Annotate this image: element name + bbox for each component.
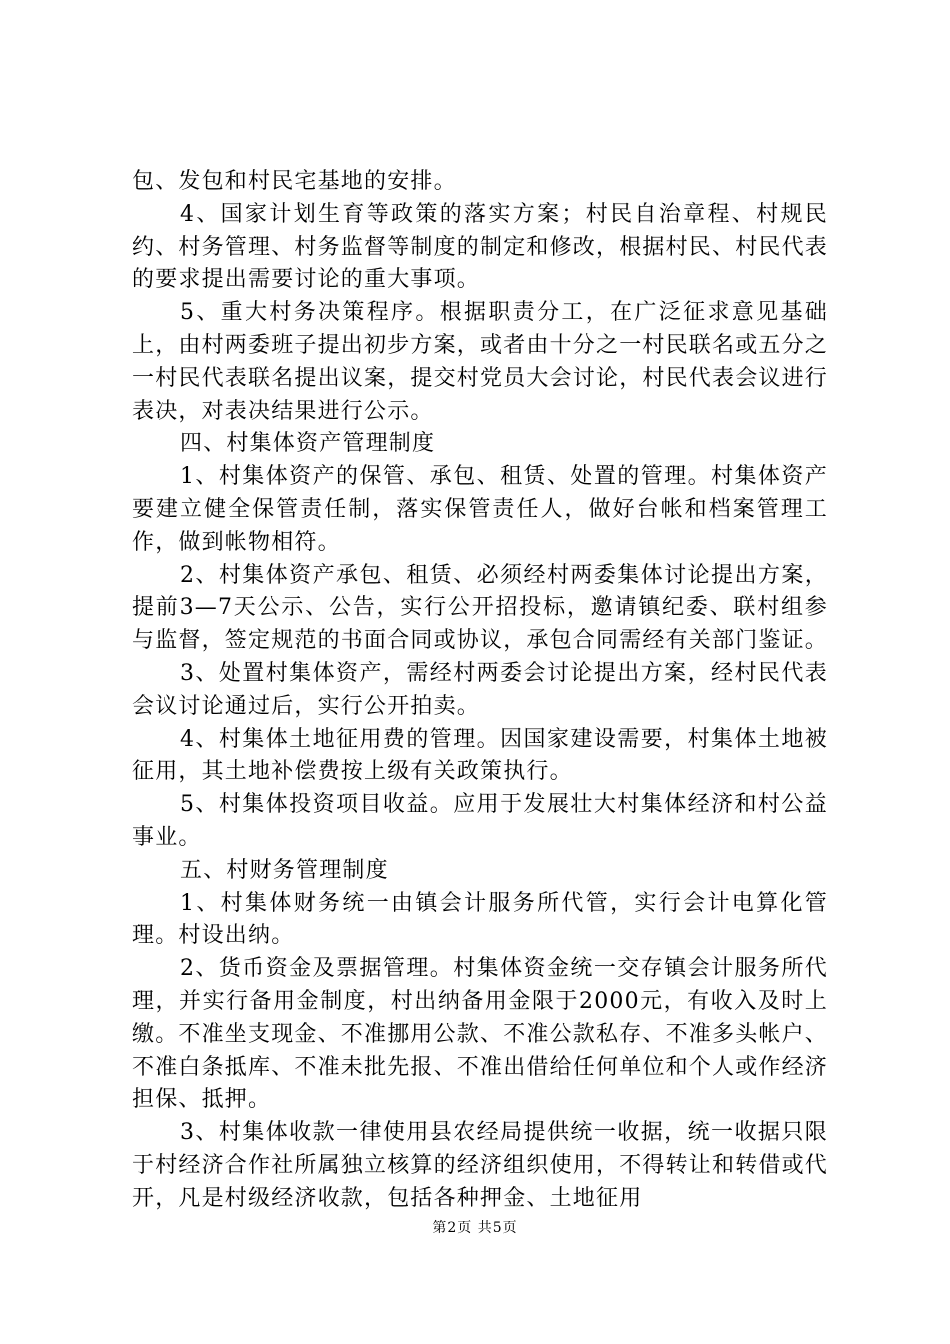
page-footer: 第2页 共5页 [432,1220,518,1236]
paragraph: 1、村集体资产的保管、承包、租赁、处置的管理。村集体资产要建立健全保管责任制，落实保管责任人，做好台帐和档案管理工作，做到帐物相符。 [132,464,828,555]
paragraph: 2、货币资金及票据管理。村集体资金统一交存镇会计服务所代理，并实行备用金制度，村出纳备用金限于2000元，有收入及时上缴。不准坐支现金、不准挪用公款、不准公款私存、不准多头帐户、不准白条抵库、不准未批先报、不准出借给任何单位和个人或作经济担保、抵押。 [132,956,829,1113]
paragraph: 3、处置村集体资产，需经村两委会讨论提出方案，经村民代表会议讨论通过后，实行公开拍卖。 [132,660,828,719]
paragraph: 5、重大村务决策程序。根据职责分工，在广泛征求意见基础上，由村两委班子提出初步方案，或者由十分之一村民联名或五分之一村民代表联名提出议案，提交村党员大会讨论，村民代表会议进行表决，对表决结果进行公示。 [132,300,829,424]
document-body [132,166,828,1216]
paragraph: 2、村集体资产承包、租赁、必须经村两委集体讨论提出方案，提前3—7天公示、公告，实行公开招投标，邀请镇纪委、联村组参与监督，签定规范的书面合同或协议，承包合同需经有关部门鉴证。 [132,562,829,654]
paragraph: 四、村集体资产管理制度 [180,431,436,457]
paragraph: 5、村集体投资项目收益。应用于发展壮大村集体经济和村公益事业。 [132,792,828,850]
paragraph: 4、村集体土地征用费的管理。因国家建设需要，村集体土地被征用，其土地补偿费按上级有关政策执行。 [132,726,828,785]
paragraph: 包、发包和村民宅基地的安排。 [132,169,457,194]
paragraph: 4、国家计划生育等政策的落实方案；村民自治章程、村规民约、村务管理、村务监督等制度的制定和修改，根据村民、村民代表的要求提出需要讨论的重大事项。 [132,201,829,293]
paragraph: 1、村集体财务统一由镇会计服务所代管，实行会计电算化管理。村设出纳。 [132,890,828,949]
paragraph: 3、村集体收款一律使用县农经局提供统一收据，统一收据只限于村经济合作社所属独立核算的经济组织使用，不得转让和转借或代开，凡是村级经济收款，包括各种押金、土地征用 [132,1120,829,1211]
paragraph: 五、村财务管理制度 [180,857,389,883]
